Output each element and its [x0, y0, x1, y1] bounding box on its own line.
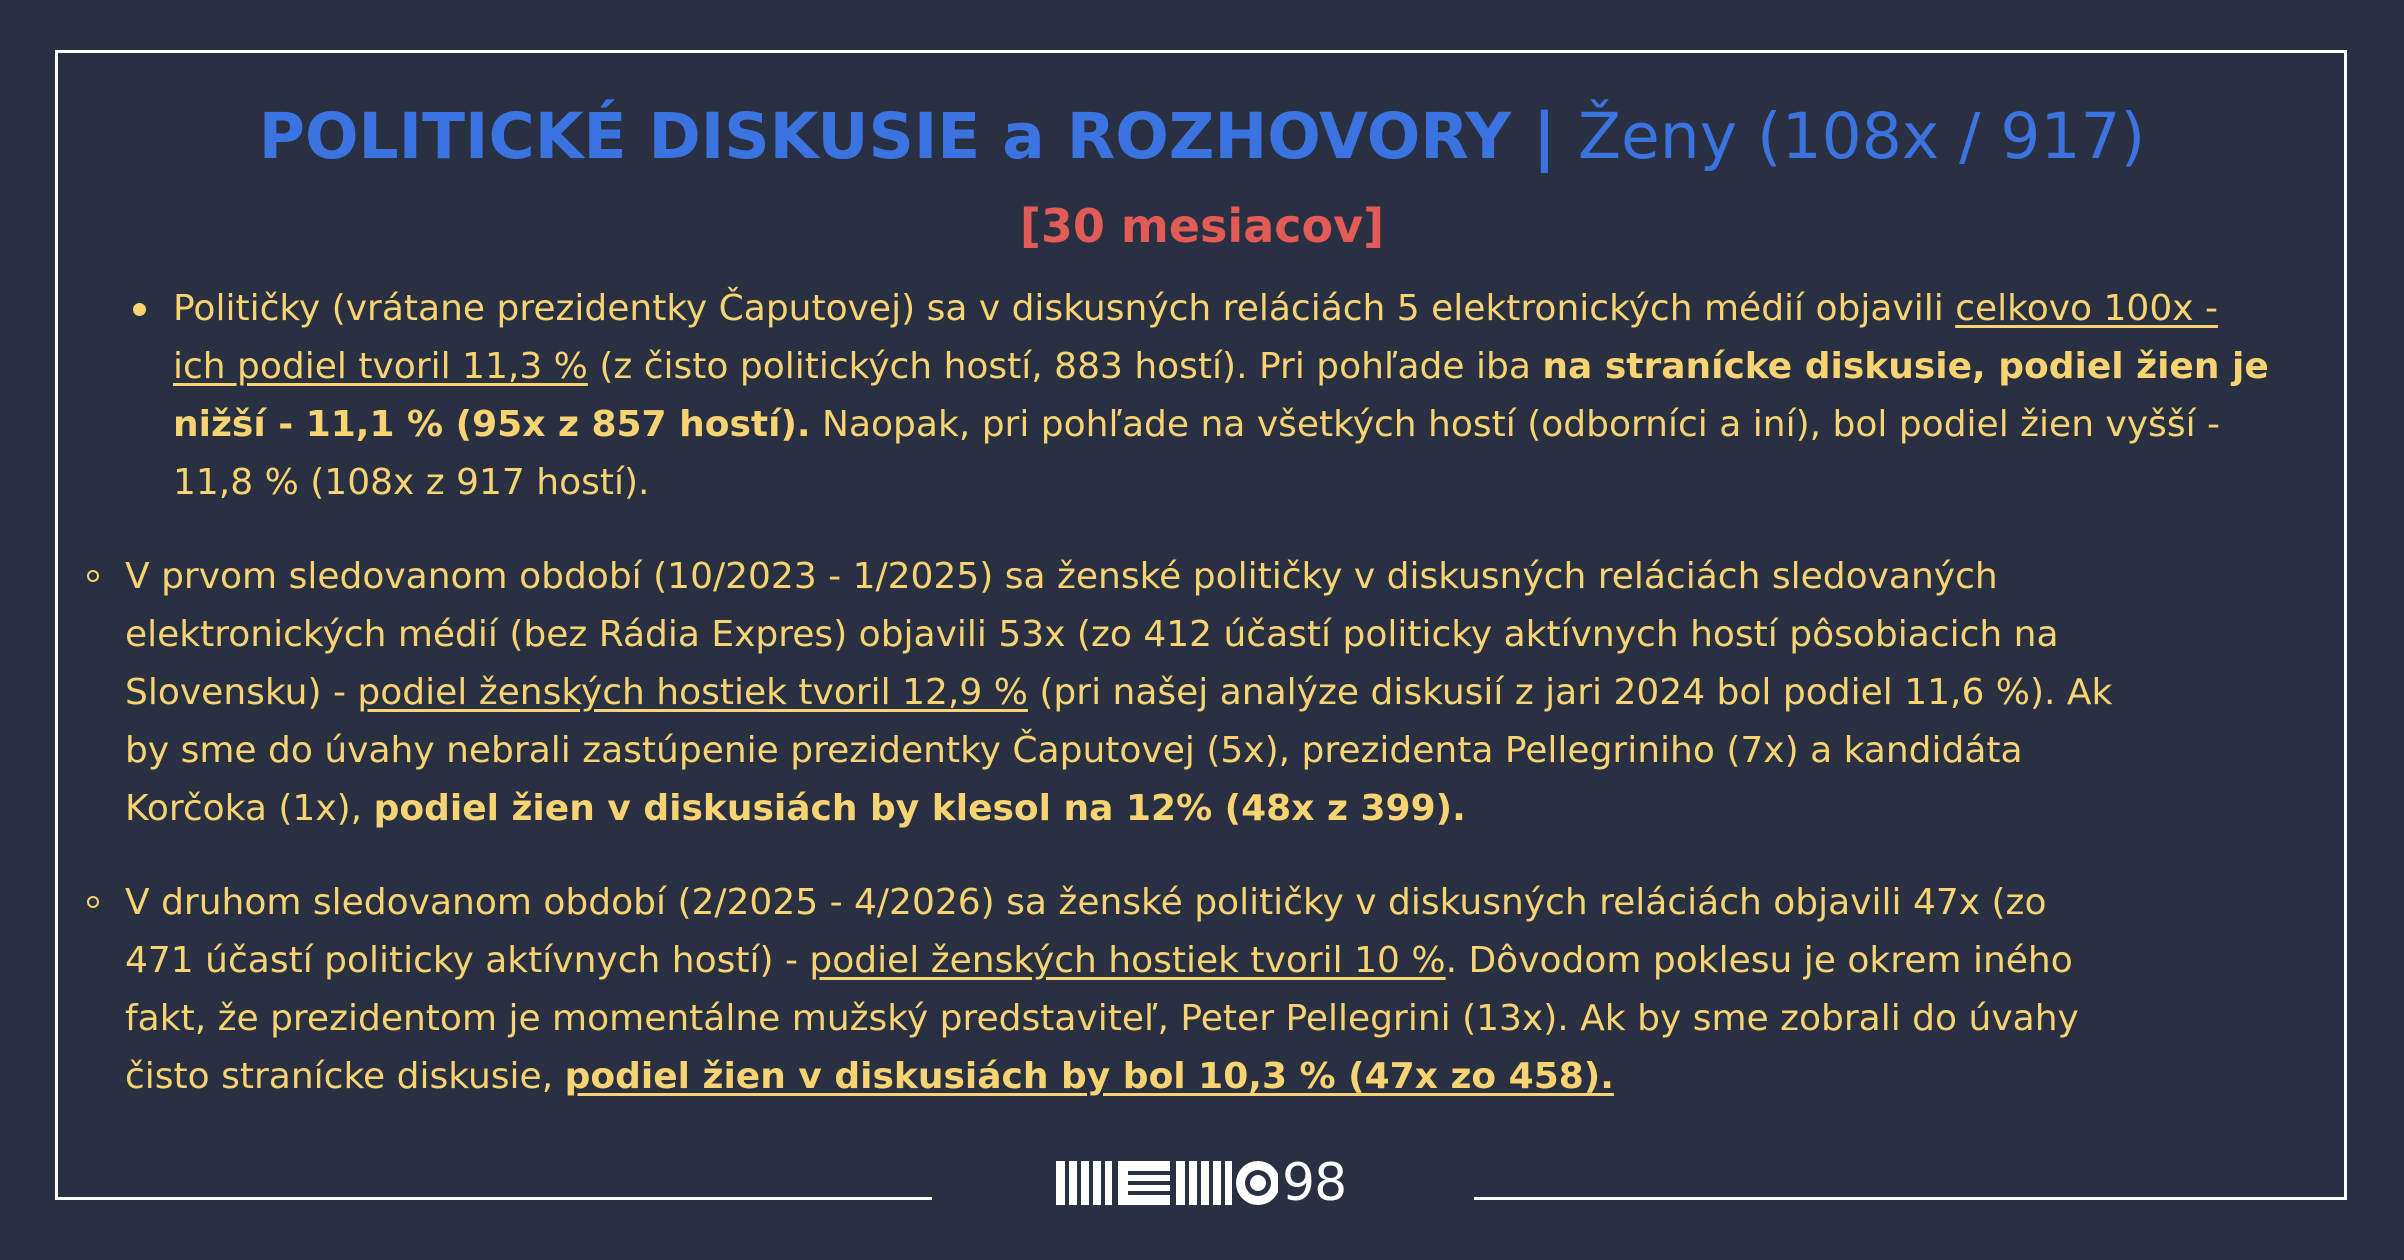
page-title	[0, 92, 2404, 182]
bullet1-text-3: Naopak, pri pohľade na všetkých hostí (odborníci a iní), bol podiel žien vyšší - 11,8 % (108x z 917 hostí).	[173, 404, 2221, 503]
sub-bullet-circle-icon	[87, 896, 99, 908]
sub2-underline-1: podiel ženských hostiek tvoril 10 %	[809, 940, 1446, 981]
sub1-bold-1: podiel žien v diskusiách by klesol na 12% (48x z 399).	[373, 788, 1466, 829]
sub2-text-1: V druhom sledovanom období (2/2025 - 4/2026) sa ženské političky v diskusných reláciách objavili 47x (zo 471 účastí politicky aktívnych hostí) -	[125, 882, 2047, 981]
bullet-dot-icon	[133, 303, 146, 316]
title-main: POLITICKÉ DISKUSIE a ROZHOVORY	[258, 100, 1511, 173]
title-sub: Ženy (108x / 917)	[1577, 100, 2146, 173]
sub-bullet-second-period	[125, 874, 2125, 1106]
bullet1-bold-1: na stranícke diskusie, podiel žien je nižší - 11,1 % (95x z 857 hostí).	[173, 346, 2269, 445]
bullet1-underline-1: celkovo 100x - ich podiel tvoril 11,3 %	[173, 288, 2218, 387]
bullet-main	[125, 280, 2275, 512]
period-subtitle: [30 mesiacov]	[1019, 199, 1385, 253]
bullet1-text-1: Političky (vrátane prezidentky Čaputovej) sa v diskusných reláciách 5 elektronických médií objavili	[173, 288, 1956, 329]
memo-logo-icon	[1056, 1157, 1278, 1209]
content-body	[125, 280, 2275, 1106]
title-separator: |	[1510, 100, 1578, 173]
bullet1-text-2: (z čisto politických hostí, 883 hostí). Pri pohľade iba	[587, 346, 1543, 387]
logo-number: 98	[1282, 1153, 1347, 1213]
sub1-text-2: (pri našej analýze diskusií z jari 2024 bol podiel 11,6 %). Ak by sme do úvahy nebrali zastúpenie prezidentky Čaputovej (5x), prezidenta Pellegriniho (7x) a kandidáta Korčoka (1x),	[125, 672, 2113, 829]
sub-bullet-first-period	[125, 548, 2125, 838]
memo98-logo	[1056, 1155, 1346, 1211]
sub1-text-1: V prvom sledovanom období (10/2023 - 1/2025) sa ženské političky v diskusných reláciách sledovaných elektronických médií (bez Rádia Expres) objavili 53x (zo 412 účastí politicky aktívnych hostí pôsobiacich na Slovensku) -	[125, 556, 2059, 713]
sub1-underline-1: podiel ženských hostiek tvoril 12,9 %	[357, 672, 1028, 713]
sub2-text-2: . Dôvodom poklesu je okrem iného fakt, že prezidentom je momentálne mužský predstaviteľ, Peter Pellegrini (13x). Ak by sme zobrali do úvahy čisto stranícke diskusie,	[125, 940, 2079, 1097]
sub2-bold-underline-1: podiel žien v diskusiách by bol 10,3 % (47x zo 458).	[564, 1056, 1614, 1097]
sub-bullet-circle-icon	[87, 570, 99, 582]
